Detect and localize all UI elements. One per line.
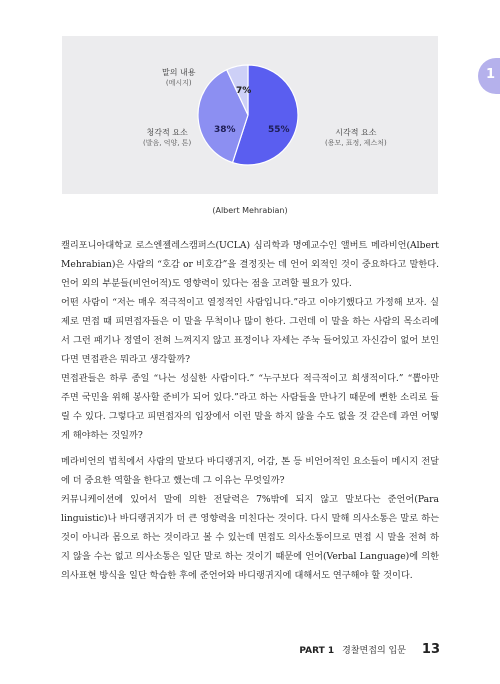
slice-label-visual: 55%	[268, 125, 290, 135]
slice-label-auditory: 38%	[214, 125, 236, 135]
chart-caption: (Albert Mehrabian)	[212, 206, 288, 215]
chapter-tab	[478, 58, 500, 94]
page-number: 13	[421, 642, 440, 657]
legend-visual-sub: (용모, 표정, 제스처)	[325, 139, 387, 147]
page-footer	[299, 642, 440, 657]
legend-content-sub: (메시지)	[165, 79, 192, 87]
paragraph: 캘리포니아대학교 로스엔젤레스캠퍼스(UCLA) 심리학과 명예교수인 앨버트 메라비언(Albert Mehrabian)은 사람의 “호감 or 비호감”을 결정짓는 데 언어 외적인 것이 중요하다고 말한다. 언어 외의 부분들(비언어적)도 영향력이 있다는 점을 고려할 필요가 있다.	[61, 240, 439, 289]
paragraph: 어떤 사람이 “저는 매우 적극적이고 열정적인 사람입니다.”라고 이야기했다고 가정해 보자. 실제로 면접 때 피면접자들은 이 말을 무척이나 많이 한다. 그런데 이 말을 하는 사람의 목소리에서 그런 패기나 정열이 전혀 느껴지지 않고 표정이나 자세는 주눅 들어있고 자신감이 없어 보인다면 면접관은 뭐라고 생각할까?	[61, 297, 439, 365]
legend-visual-name: 시각적 요소	[335, 128, 377, 137]
pie-chart-panel	[62, 36, 438, 194]
legend-auditory-name: 청각적 요소	[146, 128, 188, 137]
paragraph: 면접관들은 하루 종일 “나는 성실한 사람이다.” “누구보다 적극적이고 희생적이다.” “뽑아만 주면 국민을 위해 봉사할 준비가 되어 있다.”라고 하는 사람들을 만나기 때문에 뻔한 소리로 들릴 수 있다. 그렇다고 피면접자의 입장에서 이런 말을 하지 않을 수도 없을 것 같은데 과연 어떻게 해야하는 것일까?	[61, 373, 439, 441]
legend-content	[162, 67, 195, 89]
legend-content-name: 말의 내용	[162, 68, 196, 77]
footer-title: 경찰면접의 입문	[342, 646, 406, 656]
paragraph: 메라비언의 법칙에서 사람의 말보다 바디랭귀지, 어감, 톤 등 비언어적인 요소들이 메시지 전달에 더 중요한 역할을 한다고 했는데 그 이유는 무엇일까?	[61, 456, 439, 486]
legend-visual	[325, 127, 387, 149]
footer-part: PART 1	[299, 646, 335, 656]
body-text	[61, 236, 439, 585]
chapter-tab-number: 1	[486, 67, 496, 82]
legend-auditory-sub: (발음, 억양, 톤)	[143, 139, 192, 147]
pie-chart	[62, 36, 438, 194]
legend-auditory	[143, 127, 191, 149]
slice-label-content: 7%	[236, 86, 252, 96]
paragraph: 커뮤니케이션에 있어서 말에 의한 전달력은 7%밖에 되지 않고 말보다는 준언어(Para linguistic)나 바디랭귀지가 더 큰 영향력을 미친다는 것이다. 다시 말해 의사소통은 말로 하는 것이 아니라 몸으로 하는 것이라고 볼 수 있는데 면접도 의사소통이므로 면접 시 말을 전혀 하지 않을 수는 없고 의사소통은 일단 말로 하는 것이기 때문에 언어(Verbal Language)에 의한 의사표현 방식을 일단 학습한 후에 준언어와 바디랭귀지에 대해서도 연구해야 할 것이다.	[61, 494, 439, 581]
